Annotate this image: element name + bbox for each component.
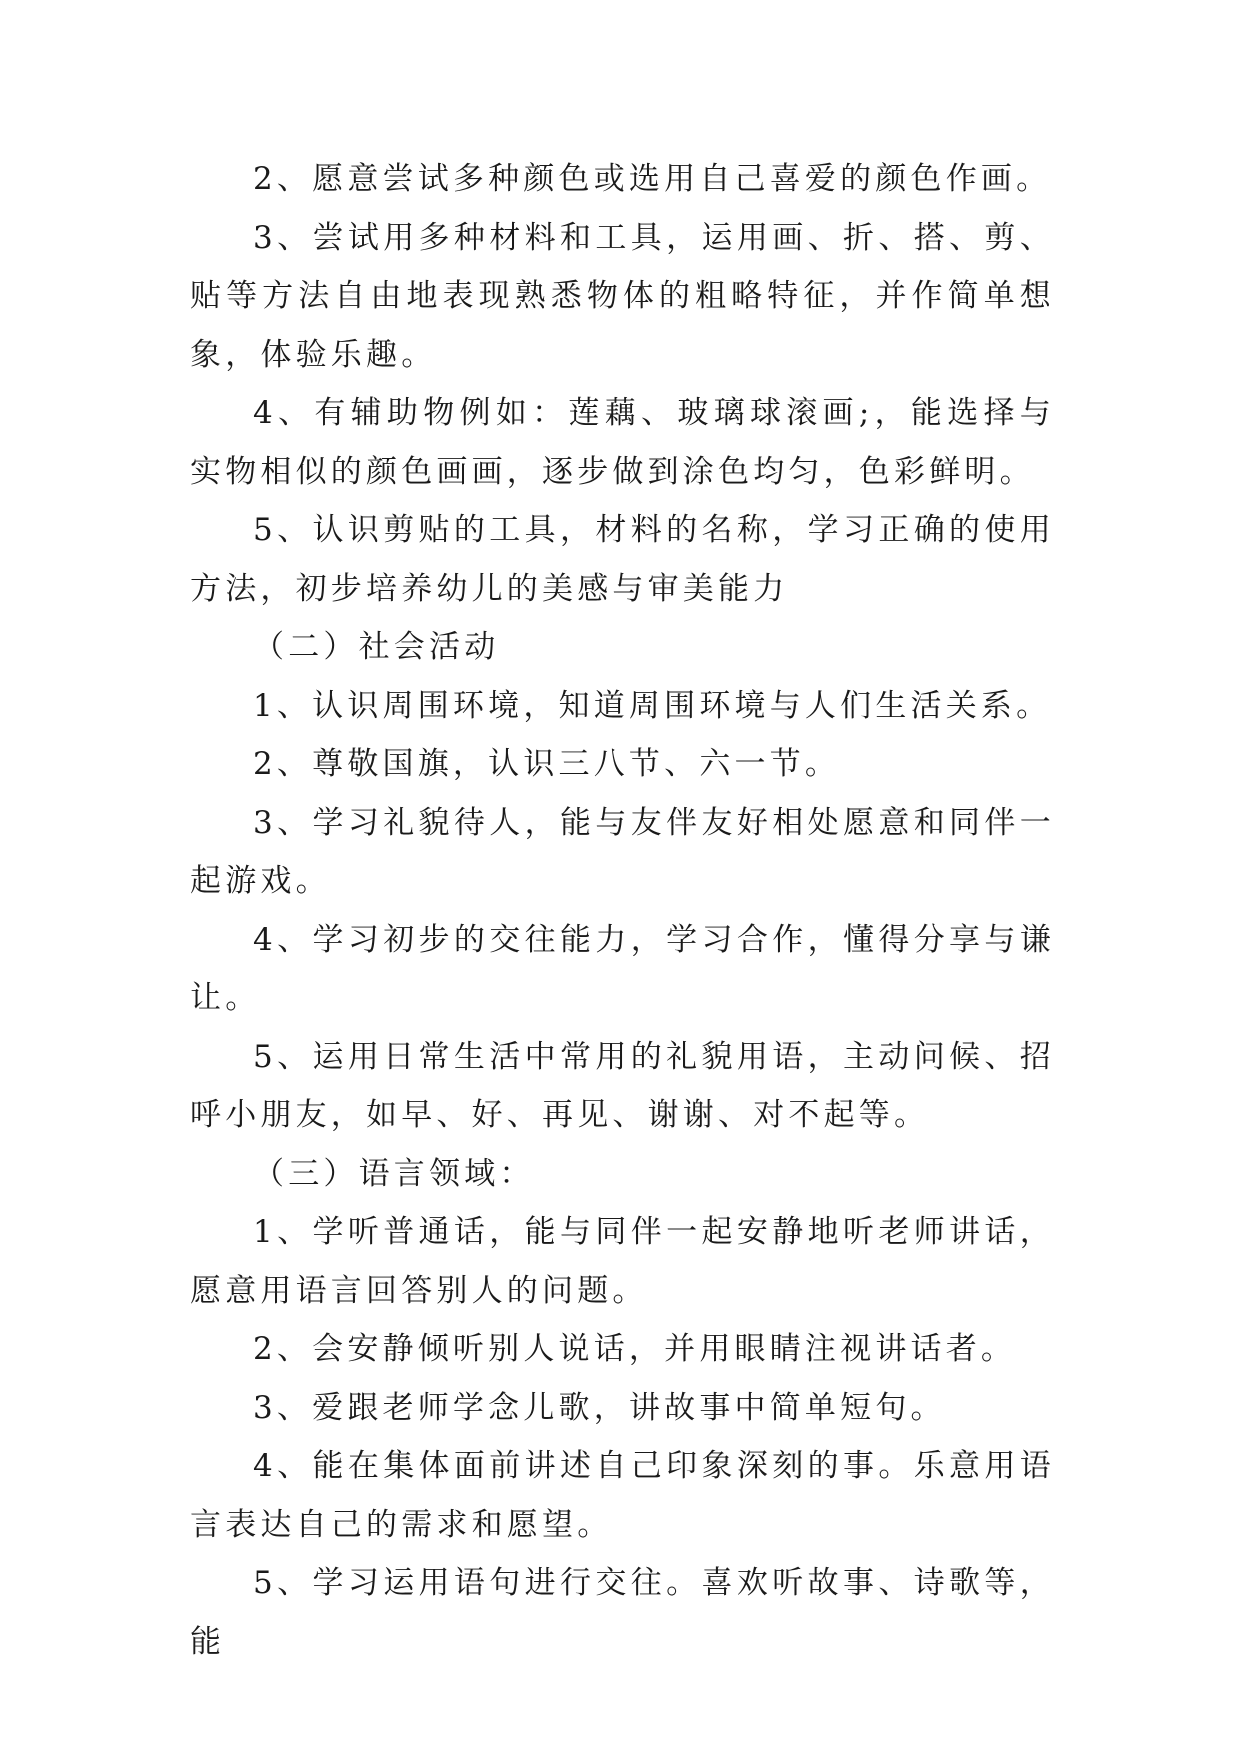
- paragraph-language-5: 5、学习运用语句进行交往。喜欢听故事、诗歌等，能: [190, 1565, 1055, 1660]
- paragraph-art-5: 5、认识剪贴的工具，材料的名称，学习正确的使用方法，初步培养幼儿的美感与审美能力: [190, 512, 1055, 607]
- paragraph-social-1: 1、认识周围环境，知道周围环境与人们生活关系。: [253, 687, 1052, 724]
- paragraph-social-4: 4、学习初步的交往能力，学习合作，懂得分享与谦让。: [190, 921, 1055, 1016]
- paragraph-art-4: 4、有辅助物例如：莲藕、玻璃球滚画;，能选择与实物相似的颜色画画，逐步做到涂色均匀，色彩鲜明。: [190, 395, 1055, 490]
- paragraph-language-2: 2、会安静倾听别人说话，并用眼睛注视讲话者。: [253, 1331, 1017, 1367]
- document-body: [190, 150, 1055, 1671]
- paragraph-social-5: 5、运用日常生活中常用的礼貌用语，主动问候、招呼小朋友，如早、好、再见、谢谢、对不起等。: [190, 1038, 1055, 1133]
- paragraph-language-1: 1、学听普通话，能与同伴一起安静地听老师讲话，愿意用语言回答别人的问题。: [190, 1214, 1055, 1309]
- paragraph-social-2: 2、尊敬国旗，认识三八节、六一节。: [253, 746, 841, 782]
- section-heading-language: （三）语言领域：: [253, 1155, 535, 1192]
- section-heading-social: （二）社会活动: [253, 629, 500, 665]
- paragraph-language-4: 4、能在集体面前讲述自己印象深刻的事。乐意用语言表达自己的需求和愿望。: [190, 1448, 1055, 1543]
- paragraph-social-3: 3、学习礼貌待人，能与友伴友好相处愿意和同伴一起游戏。: [190, 804, 1055, 899]
- paragraph-art-2: 2、愿意尝试多种颜色或选用自己喜爱的颜色作画。: [253, 161, 1052, 197]
- paragraph-art-3: 3、尝试用多种材料和工具，运用画、折、搭、剪、贴等方法自由地表现熟悉物体的粗略特征，并作简单想象，体验乐趣。: [190, 219, 1055, 373]
- paragraph-language-3: 3、爱跟老师学念儿歌，讲故事中简单短句。: [253, 1389, 946, 1426]
